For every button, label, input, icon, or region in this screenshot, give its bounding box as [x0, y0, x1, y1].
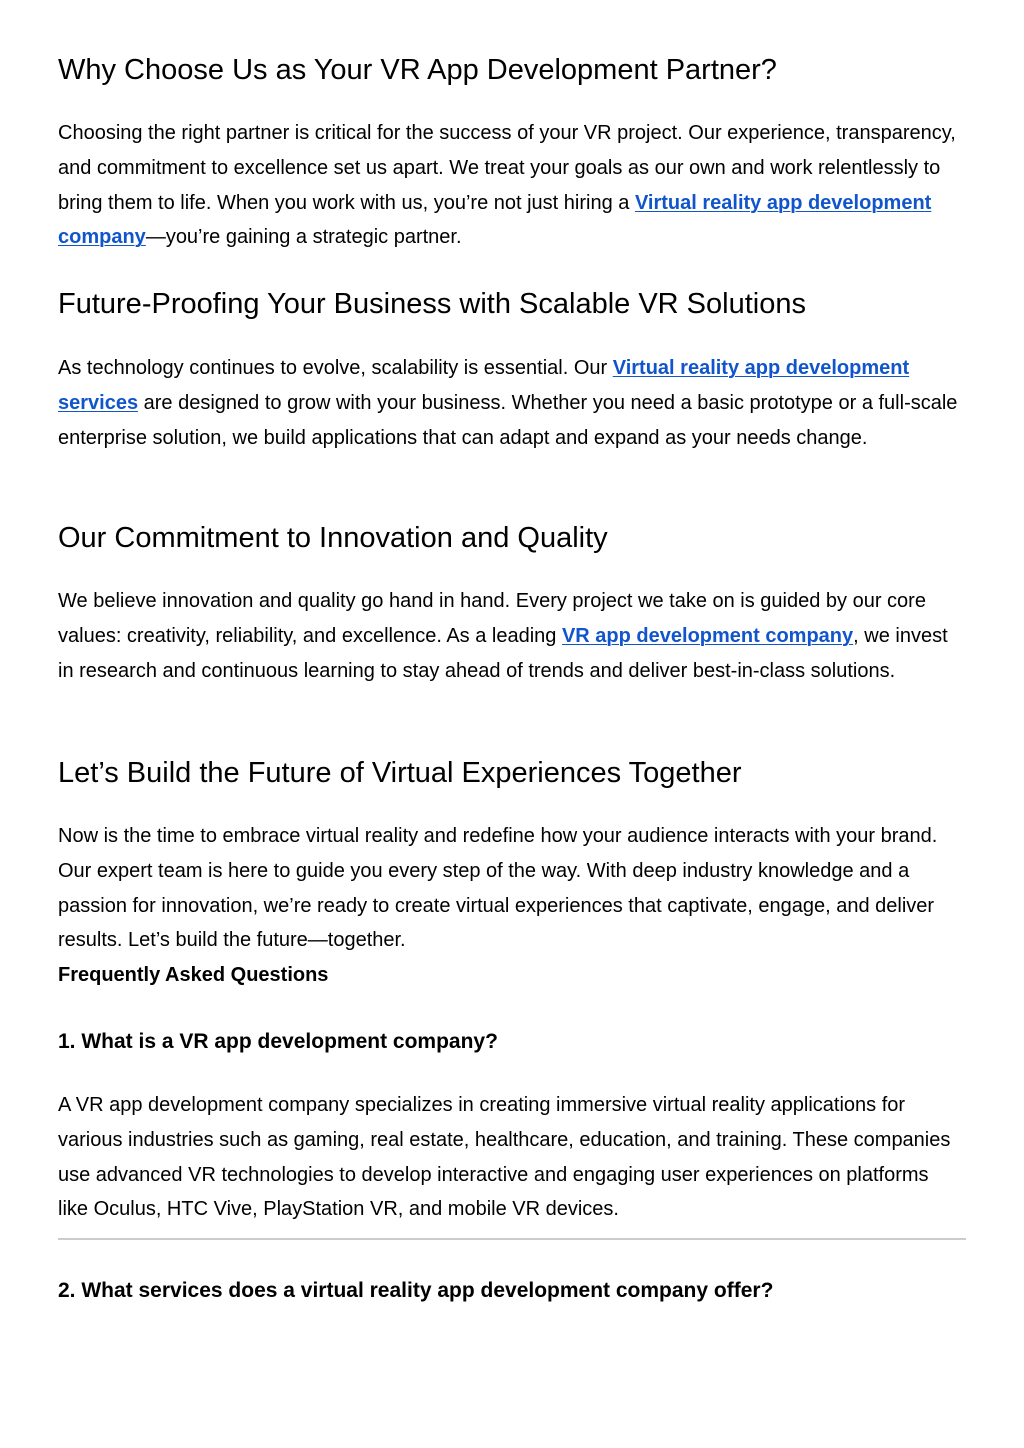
section-heading-innovation-quality: Our Commitment to Innovation and Quality	[58, 522, 608, 554]
paragraph-text: are designed to grow with your business. Whether you need a basic prototype or a full-scale enterprise solution, we build applications that can adapt and expand as your needs change.	[58, 391, 958, 449]
section-heading-why-choose-us: Why Choose Us as Your VR App Development Partner?	[58, 54, 777, 86]
section-paragraph-future-proofing	[58, 351, 958, 455]
paragraph-text: , we invest in research and continuous learning to stay ahead of trends and deliver best-in-class solutions.	[58, 624, 948, 682]
faq-question-1: 1. What is a VR app development company?	[58, 1030, 498, 1053]
section-paragraph-innovation-quality	[58, 584, 966, 688]
section-paragraph-why-choose-us	[58, 116, 966, 255]
paragraph-text: We believe innovation and quality go hand in hand. Every project we take on is guided by our core values: creativity, reliability, and excellence. As a leading	[58, 590, 926, 647]
faq-answer-1: A VR app development company specializes in creating immersive virtual reality applications for various industries such as gaming, real estate, healthcare, education, and training. These companies use advanced VR technologies to develop interactive and engaging user experiences on platforms like Oculus, HTC Vive, PlayStation VR, and mobile VR devices.	[58, 1094, 951, 1221]
paragraph-text: As technology continues to evolve, scalability is essential. Our	[58, 357, 613, 379]
faq-question-2: 2. What services does a virtual reality app development company offer?	[58, 1279, 774, 1302]
paragraph-text: Choosing the right partner is critical for the success of your VR project. Our experience, transparency, and commitment to excellence set us apart. We treat your goals as our own and work relentlessly to bring them to life. When you work with us, you’re not just hiring a	[58, 122, 956, 214]
faq-title: Frequently Asked Questions	[58, 964, 329, 986]
section-heading-build-future: Let’s Build the Future of Virtual Experiences Together	[58, 757, 742, 789]
link-vr-app-development-services[interactable]: Virtual reality app development services	[58, 357, 910, 414]
section-heading-future-proofing: Future-Proofing Your Business with Scalable VR Solutions	[58, 288, 806, 320]
paragraph-text: —you’re gaining a strategic partner.	[145, 226, 462, 249]
section-paragraph-build-future: Now is the time to embrace virtual reality and redefine how your audience interacts with your brand. Our expert team is here to guide you every step of the way. With deep industry knowledge and a passion for innovation, we’re ready to create virtual experiences that captivate, engage, and deliver results. Let’s build the future—together.	[58, 825, 938, 952]
link-vr-app-development-company-2[interactable]: VR app development company	[561, 624, 854, 647]
link-vr-app-development-company[interactable]: Virtual reality app development company	[58, 191, 932, 249]
faq-separator	[58, 1238, 966, 1240]
